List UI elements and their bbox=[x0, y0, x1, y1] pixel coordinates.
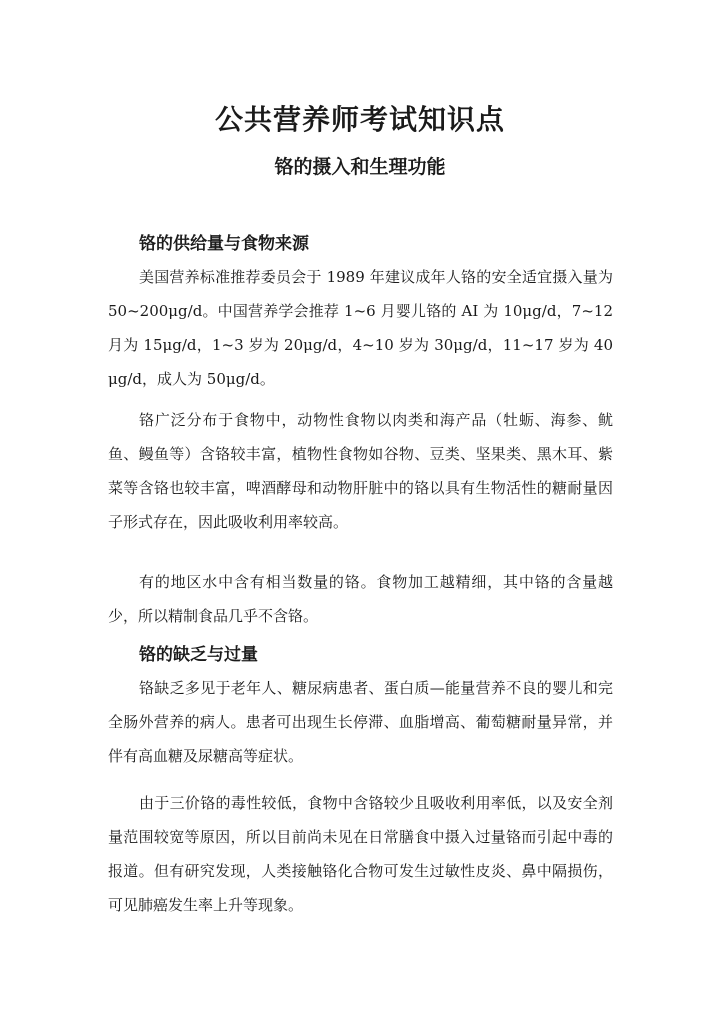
section-heading-deficiency: 铬的缺乏与过量 bbox=[139, 645, 258, 665]
section-heading-supply: 铬的供给量与食物来源 bbox=[139, 234, 309, 254]
paragraph-intake-recommendation: 美国营养标准推荐委员会于 1989 年建议成年人铬的安全适宜摄入量为50~200μg/d。中国营养学会推荐 1~6 月婴儿铬的 AI 为 10μg/d，7~12 月为 15μg/d，1~3 岁为 20μg/d，4~10 岁为 30μg/d，11~17 岁为 40μg/d，成人为 50μg/d。 bbox=[108, 268, 613, 388]
paragraph-water-processing: 有的地区水中含有相当数量的铬。食物加工越精细，其中铬的含量越少，所以精制食品几乎不含铬。 bbox=[108, 573, 613, 625]
page-title: 公共营养师考试知识点 bbox=[214, 103, 505, 136]
paragraph-excess: 由于三价铬的毒性较低，食物中含铬较少且吸收利用率低，以及安全剂量范围较宽等原因，所以目前尚未见在日常膳食中摄入过量铬而引起中毒的报道。但有研究发现，人类接触铬化合物可发生过敏性皮炎、鼻中隔损伤，可见肺癌发生率上升等现象。 bbox=[108, 794, 613, 914]
paragraph-food-sources: 铬广泛分布于食物中，动物性食物以肉类和海产品（牡蛎、海参、鱿鱼、鳗鱼等）含铬较丰富，植物性食物如谷物、豆类、坚果类、黑木耳、紫菜等含铬也较丰富，啤酒酵母和动物肝脏中的铬以具有生物活性的糖耐量因子形式存在，因此吸收利用率较高。 bbox=[108, 411, 613, 531]
page-subtitle: 铬的摄入和生理功能 bbox=[274, 156, 446, 178]
paragraph-deficiency: 铬缺乏多见于老年人、糖尿病患者、蛋白质—能量营养不良的婴儿和完全肠外营养的病人。患者可出现生长停滞、血脂增高、葡萄糖耐量异常，并伴有高血糖及尿糖高等症状。 bbox=[108, 679, 613, 765]
